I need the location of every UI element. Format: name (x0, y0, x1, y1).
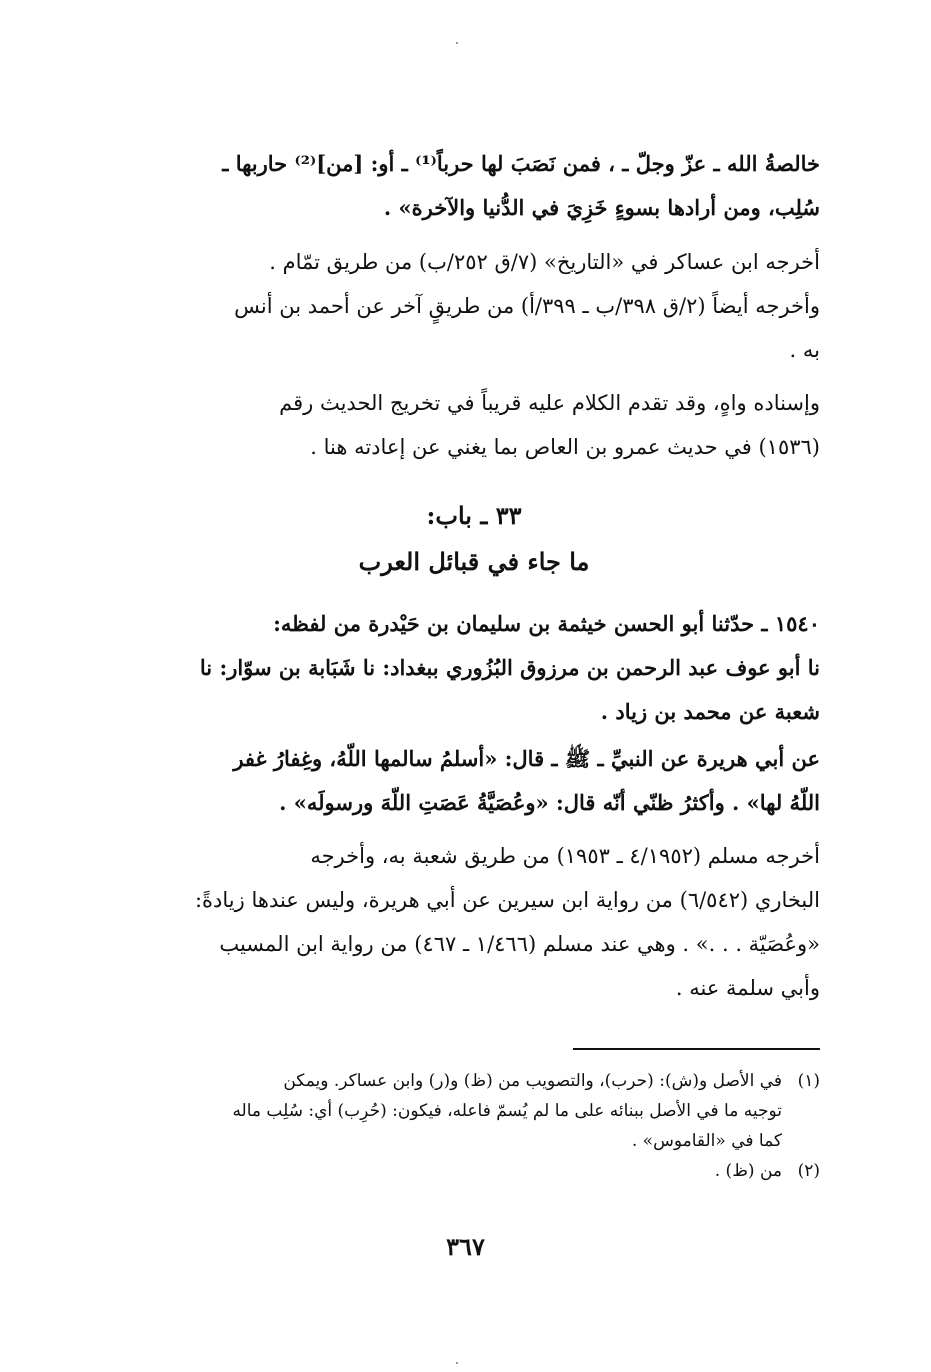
footnote (128, 1156, 820, 1186)
text-line: «وعُصَيّة . . .» . وهي عند مسلم (١/٤٦٦ ـ ٤٦٧) من رواية ابن المسيب (219, 932, 820, 956)
footnote-marker: (٢) (797, 1161, 820, 1181)
scan-mark (456, 42, 458, 44)
hadith-matn (128, 737, 820, 825)
text-line: وأخرجه أيضاً (٢/ق ٣٩٨/ب ـ ٣٩٩/أ) من طريقٍ آخر عن أحمد بن أنس (234, 294, 820, 318)
text-line: كما في «القاموس» . (631, 1131, 782, 1151)
page-number: ٣٦٧ (446, 1232, 485, 1261)
footnote-marker: (١) (797, 1071, 820, 1091)
footnotes (128, 1066, 820, 1186)
hadith-isnad (128, 602, 820, 734)
takhrij-paragraph (128, 240, 820, 372)
text-line: وأبي سلمة عنه . (675, 976, 820, 1000)
text-line: سُلِب، ومن أرادها بسوءٍ خَزِيَ في الدُّنيا والآخرة» . (383, 195, 820, 220)
text-line: به . (789, 338, 820, 362)
isnad-comment (128, 381, 820, 469)
text-line: في الأصل و(ش): (حرب)، والتصويب من (ظ) و(ر) وابن عساكر. ويمكن (283, 1071, 782, 1091)
hadith-continuation (128, 142, 820, 230)
text-line: أخرجه ابن عساكر في «التاريخ» (٧/ق ٢٥٢/ب) من طريق تمّام . (269, 250, 820, 274)
takhrij-paragraph (128, 834, 820, 1010)
text-line: من (ظ) . (714, 1161, 782, 1181)
text-line: (١٥٣٦) في حديث عمرو بن العاص بما يغني عن إعادته هنا . (310, 435, 820, 459)
footnote (128, 1066, 820, 1156)
chapter-number: ٣٣ ـ باب: (426, 501, 522, 530)
text-line: ١٥٤٠ ـ حدّثنا أبو الحسن خيثمة بن سليمان بن حَيْدرة من لفظه: (273, 611, 820, 636)
text-line: نا أبو عوف عبد الرحمن بن مرزوق البُزُوري ببغداد: نا شَبَابة بن سوّار: نا (199, 655, 820, 680)
text-line: شعبة عن محمد بن زياد . (600, 699, 820, 724)
text-line: وإسناده واهٍ، وقد تقدم الكلام عليه قريباً في تخريج الحديث رقم (279, 391, 820, 415)
text-line: أخرجه مسلم (٤/١٩٥٢ ـ ١٩٥٣) من طريق شعبة به، وأخرجه (310, 844, 820, 868)
scan-mark (456, 1362, 458, 1364)
text-line: توجيه ما في الأصل ببنائه على ما لم يُسمّ فاعله، فيكون: (حُرِب) أي: سُلِب ماله (232, 1101, 782, 1121)
chapter-title: ما جاء في قبائل العرب (358, 547, 590, 576)
text-line: البخاري (٦/٥٤٢) من رواية ابن سيرين عن أبي هريرة، وليس عندها زيادةً: (194, 888, 820, 912)
footnote-text (128, 1156, 782, 1186)
footnote-separator (573, 1048, 820, 1050)
footnote-text (128, 1066, 782, 1156)
text-line: عن أبي هريرة عن النبيِّ ـ ﷺ ـ قال: «أسلمُ سالمها اللّهُ، وغِفارُ غفر (233, 746, 820, 771)
text-line: اللّهُ لها» . وأكثرُ ظنّي أنّه قال: «وعُصَيَّةُ عَصَتِ اللّهَ ورسولَه» . (279, 790, 820, 815)
text-line: خالصةُ الله ـ عزّ وجلّ ـ ، فمن نَصَبَ لها حرباً⁽¹⁾ ـ أو: [من]⁽²⁾ حاربها ـ (222, 151, 820, 176)
